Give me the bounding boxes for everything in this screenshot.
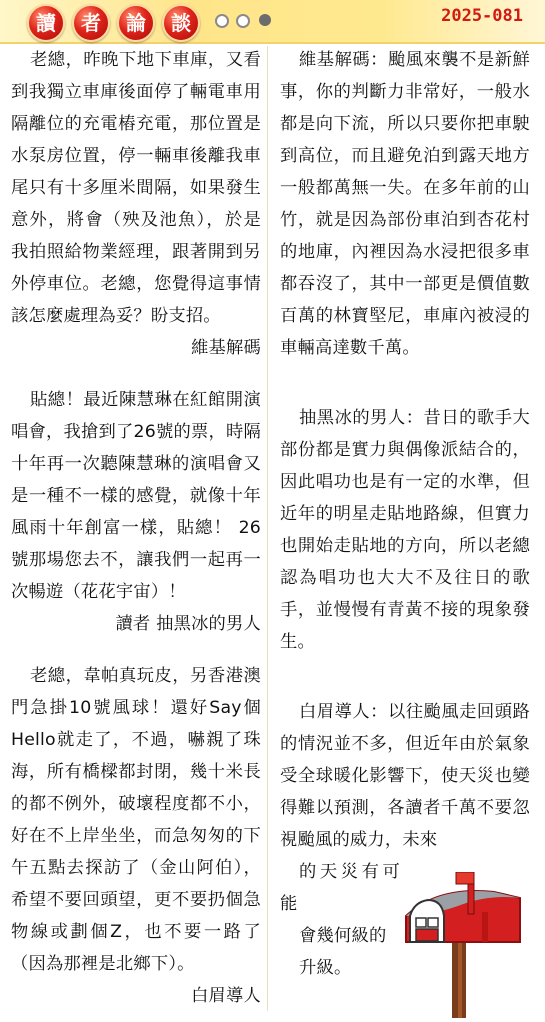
decor-dot xyxy=(215,14,229,28)
title-badge: 讀 xyxy=(27,4,65,42)
reply-text-tail: 會幾何級的 xyxy=(299,926,387,946)
column-divider xyxy=(267,46,268,1011)
decor-dot xyxy=(259,14,271,26)
letter-signature: 維基解碼 xyxy=(191,338,261,358)
letter-signature: 白眉導人 xyxy=(191,986,261,1006)
issue-number: 2025-081 xyxy=(441,6,523,26)
right-column xyxy=(280,44,530,984)
decor-dot xyxy=(236,14,250,28)
reader-letter: 老總，韋帕真玩皮，另香港澳門急掛10號風球！還好Say個Hello就走了，不過，嚇親了珠海，所有橋樑都封閉，幾十米長的都不例外，破壞程度都不小，好在不上岸坐坐，而急匆匆的下午五點去探訪了（金山阿伯），希望不要回頭望，更不要扔個急物線或劃個Z，也不要一路了（因為那裡是北鄉下）。 xyxy=(11,666,261,974)
title-badge: 論 xyxy=(117,4,155,42)
header-bar xyxy=(0,0,545,44)
left-column xyxy=(11,44,261,1012)
reply-text-tail: 的天災有可能 xyxy=(280,862,400,914)
reader-letter: 老總，昨晚下地下車庫，又看到我獨立車庫後面停了輛電車用隔離位的充電樁充電，那位置是水泵房位置，停一輛車後離我車尾只有十多厘米間隔，如果發生意外，將會（殃及池魚），於是我拍照給物業經理，跟著開到另外停車位。老總，您覺得這事情該怎麼處理為妥？盼支招。 xyxy=(11,50,261,326)
mailbox-icon xyxy=(398,872,528,1018)
editor-reply: 維基解碼：颱風來襲不是新鮮事，你的判斷力非常好，一般水都是向下流，所以只要你把車駛到高位，而且避免泊到露天地方一般都萬無一失。在多年前的山竹，就是因為部份車泊到杏花村的地庫，內裡因為水浸把很多車都吞沒了，其中一部更是價值數百萬的林寶堅尼，車庫內被浸的車輛高達數千萬。 xyxy=(280,50,530,358)
reply-text: 白眉導人：以往颱風走回頭路的情況並不多，但近年由於氣象受全球暖化影響下，使天災也變得難以預測，各讀者千萬不要忽視颱風的威力，未來 xyxy=(280,702,530,850)
letter-signature: 讀者 抽黑冰的男人 xyxy=(115,614,261,634)
title-badge: 者 xyxy=(72,4,110,42)
reader-letter: 貼總！最近陳慧琳在紅館開演唱會，我搶到了26號的票，時隔十年再一次聽陳慧琳的演唱會又是一種不一樣的感覺，就像十年風雨十年創富一樣，貼總！ 26號那場您去不，讓我們一起再一次暢遊（花花宇宙）！ xyxy=(11,390,261,602)
reply-text-tail: 升級。 xyxy=(299,958,352,978)
title-badge: 談 xyxy=(162,4,200,42)
editor-reply: 抽黑冰的男人：昔日的歌手大部份都是實力與偶像派結合的，因此唱功也是有一定的水準，但近年的明星走貼地路線，但實力也開始走貼地的方向，所以老總認為唱功也大大不及往日的歌手，並慢慢有青黃不接的現象發生。 xyxy=(280,408,530,652)
